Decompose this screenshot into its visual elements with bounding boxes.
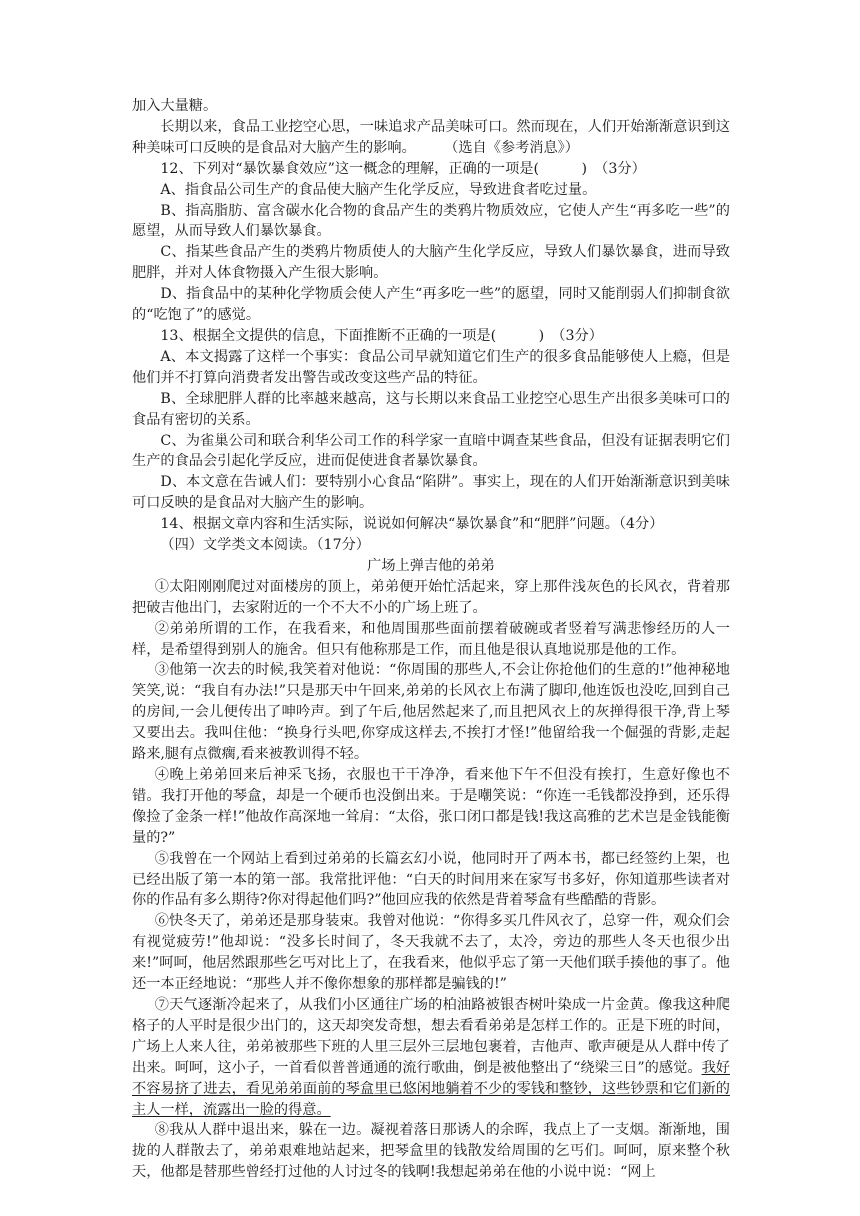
source-note: （选自《参考消息》） [451,139,579,156]
question-13-option-a: A、本文揭露了这样一个事实：食品公司早就知道它们生产的很多食品能够使人上瘾，但是他们并不打算向消费者发出警告或改变这些产品的特征。 [132,348,730,386]
question-14: 14、根据文章内容和生活实际，说说如何解决“暴饮暴食”和“肥胖”问题。（4分） [160,516,664,533]
story-paragraph-4: ④晚上弟弟回来后神采飞扬，衣服也干干净净，看来他下午不但没有挨打，生意好像也不错。我打开他的琴盒，却是一个硬币也没倒出来。于是嘲笑说：“你连一毛钱都没挣到，还乐得像捡了金条一样!”他故作高深地一耸肩：“太俗，张口闭口都是钱!我这高雅的艺术岂是金钱能衡量的?” [132,767,730,846]
section-heading: （四）文学类文本阅读。（17分） [160,537,370,554]
story-paragraph-7: ⑦天气逐渐冷起来了，从我们小区通往广场的柏油路被银杏树叶染成一片金黄。像我这种爬格子的人平时是很少出门的，这天却突发奇想，想去看看弟弟是怎样工作的。正是下班的时间，广场上人来人往，弟弟被那些下班的人里三层外三层地包裹着，吉他声、歌声硬是从人群中传了出来。呵呵，这小子，一首看似普普通通的流行歌曲，倒是被他整出了“绕梁三日”的感觉。我好不容易挤了进去，看见弟弟面前的琴盒里已悠闲地躺着不少的零钱和整钞，这些钞票和它们新的主人一样，流露出一脸的得意。 [132,996,730,1118]
question-13-option-c: C、为雀巢公司和联合利华公司工作的科学家一直暗中调查某些食品，但没有证据表明它们生产的食品会引起化学反应，进而促使进食者暴饮暴食。 [132,432,730,470]
question-12-option-a: A、指食品公司生产的食品使大脑产生化学反应，导致进食者吃过量。 [160,181,597,198]
question-12-stem: 12、下列对“暴饮暴食效应”这一概念的理解，正确的一项是( ) （3分） [160,160,646,177]
question-13-option-d: D、本文意在告诫人们：要特别小心食品“陷阱”。事实上，现在的人们开始渐渐意识到美味可口反映的是食品对大脑产生的影响。 [132,474,730,512]
story-paragraph-6: ⑥快冬天了，弟弟还是那身装束。我曾对他说：“你得多买几件风衣了，总穿一件，观众们会有视觉疲劳!”他却说：“没多长时间了，冬天我就不去了，太冷，旁边的那些人冬天也很少出来!”呵呵，他居然跟那些乞丐对比上了，在我看来，他似乎忘了第一天他们联手揍他的事了。他还一本正经地说：“那些人并不像你想象的那样都是骗钱的!” [132,913,730,993]
question-12-option-d: D、指食品中的某种化学物质会使人产生“再多吃一些”的愿望，同时又能削弱人们抑制食欲的“吃饱了”的感觉。 [132,286,730,324]
story-paragraph-2: ②弟弟所谓的工作，在我看来，和他周围那些面前摆着破碗或者竖着写满悲惨经历的人一样，是希望得到别人的施舍。但只有他称那是工作，而且他是很认真地说那是他的工作。 [132,620,730,658]
story-paragraph-3: ③他第一次去的时候,我笑着对他说：“你周围的那些人,不会让你抢他们的生意的!”他神秘地笑笑,说：“我自有办法!”只是那天中午回来,弟弟的长风衣上布满了脚印,他连饭也没吃,回到自己的房间,一会儿便传出了呻吟声。到了午后,他居然起来了,而且把风衣上的灰掸得很干净,背上琴又要出去。我叫住他：“换身行头吧,你穿成这样去,不挨打才怪!”他留给我一个倔强的背影,走起路来,腿有点微瘸,看来被教训得不轻。 [132,662,730,763]
underlined-sentence: 我好不容易挤了进去，看见弟弟面前的琴盒里已悠闲地躺着不少的零钱和整钞，这些钞票和它们新的主人一样，流露出一脸的得意。 [132,1059,730,1118]
story-title: 广场上弹吉他的弟弟 [367,557,495,574]
story-paragraph-5: ⑤我曾在一个网站上看到过弟弟的长篇玄幻小说，他同时开了两本书，都已经签约上架，也已经出版了第一本的第一部。我常批评他：“白天的时间用来在家写书多好，你知道那些读者对你的作品有多么期待?你对得起他们吗?”他回应我的依然是背着琴盒有些酷酷的背影。 [132,850,730,909]
question-13-option-b: B、全球肥胖人群的比率越来越高，这与长期以来食品工业挖空心思生产出很多美味可口的食品有密切的关系。 [132,390,730,428]
paragraph-top: 加入大量糖。 [132,98,218,114]
story-paragraph-1: ①太阳刚刚爬过对面楼房的顶上，弟弟便开始忙活起来，穿上那件浅灰色的长风衣，背着那把破吉他出门，去家附近的一个不大不小的广场上班了。 [132,578,730,616]
question-12-option-c: C、指某些食品产生的类鸦片物质使人的大脑产生化学反应，导致人们暴饮暴食，进而导致肥胖，并对人体食物摄入产生很大影响。 [132,244,730,282]
story-paragraph-8: ⑧我从人群中退出来，躲在一边。凝视着落日那诱人的余晖，我点上了一支烟。渐渐地，围拢的人群散去了，弟弟艰难地站起来，把琴盒里的钱散发给周围的乞丐们。呵呵，原来整个秋天，他都是替那些曾经打过他的人讨过冬的钱啊!我想起弟弟在他的小说中说：“网上 [132,1122,730,1181]
question-13-stem: 13、根据全文提供的信息，下面推断不正确的一项是( ) （3分） [160,327,603,344]
question-12-option-b: B、指高脂肪、富含碳水化合物的食品产生的类鸦片物质效应，它使人产生“再多吃一些”的愿望，从而导致人们暴饮暴食。 [132,202,730,240]
paragraph-conclusion: 长期以来，食品工业挖空心思，一味追求产品美味可口。然而现在，人们开始渐渐意识到这种美味可口反映的是食品对大脑产生的影响。 （选自《参考消息》） [132,118,730,156]
document-page [132,96,730,1183]
